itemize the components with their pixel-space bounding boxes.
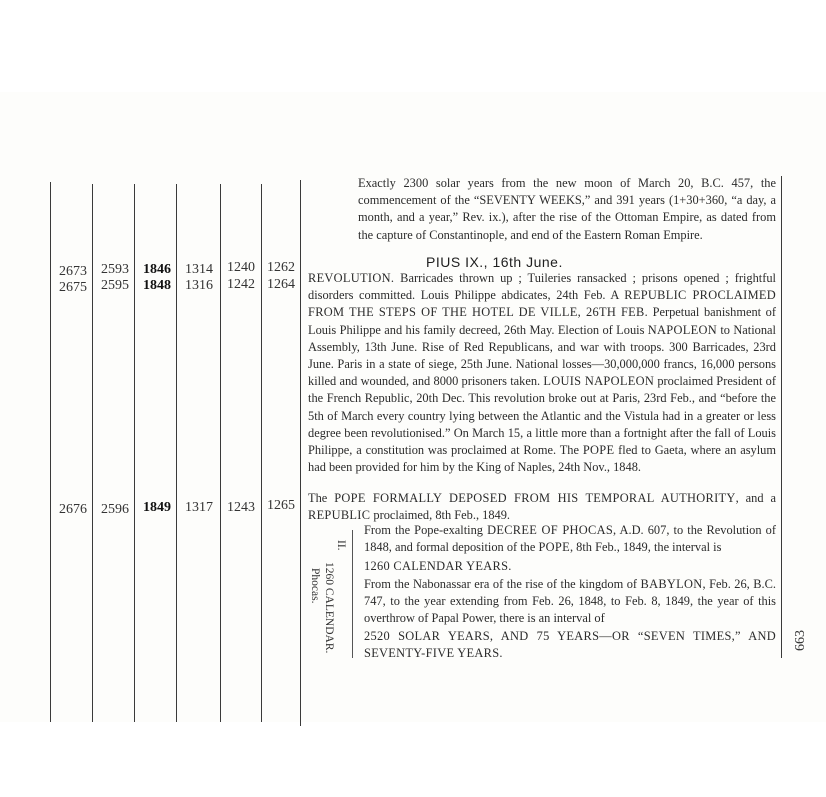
decree-of-phocas: DECREE OF PHOCAS bbox=[487, 523, 614, 537]
year-c5: 1240 bbox=[227, 260, 255, 275]
year-c4: 1314 bbox=[185, 262, 213, 277]
solar-years: 2520 SOLAR YEARS, AND 75 YEARS—OR “SEVEN TIMES,” AND SEVENTY-FIVE YEARS. bbox=[364, 629, 776, 661]
louis-napoleon-name: LOUIS NAPOLEON bbox=[543, 374, 655, 389]
deposed-republic: REPUBLIC bbox=[308, 508, 371, 523]
column-rule bbox=[300, 180, 301, 726]
revolution-text-2: Perpetual banishment of Louis Philippe and his family decreed, 26th May. Election of Louis bbox=[308, 305, 777, 337]
year-c6: 1264 bbox=[267, 277, 295, 292]
phocas-pope: POPE bbox=[538, 540, 570, 555]
year-c3: 1849 bbox=[143, 500, 171, 515]
year-c6: 1265 bbox=[267, 498, 295, 513]
page-number: 663 bbox=[793, 630, 808, 651]
deposed-mid: , and a bbox=[735, 491, 776, 505]
year-c5: 1242 bbox=[227, 277, 255, 292]
side-bracket bbox=[352, 530, 353, 658]
year-c2: 2596 bbox=[101, 502, 129, 517]
phocas-text-c: , A.D. 607, to the Revolution of 1848, and formal deposition of the bbox=[364, 523, 776, 555]
column-rule bbox=[134, 184, 135, 722]
year-c5: 1243 bbox=[227, 500, 255, 515]
book-page bbox=[0, 92, 826, 722]
year-c2: 2595 bbox=[101, 278, 129, 293]
year-c3: 1848 bbox=[143, 278, 171, 293]
year-c4: 1317 bbox=[185, 500, 213, 515]
calendar-years: 1260 CALENDAR YEARS. bbox=[364, 559, 512, 573]
revolution-paragraph bbox=[308, 270, 776, 476]
deposed-caps: POPE FORMALLY DEPOSED FROM HIS TEMPORAL AUTHORITY bbox=[334, 491, 736, 505]
pope-word: POPE bbox=[582, 443, 615, 458]
babylon-paragraph bbox=[364, 576, 776, 628]
babylon-text-c: , Feb. 26, B.C. 747, to the year extending from Feb. 26, 1848, to Feb. 8, 1849, the year of this overthrow of Papal Power, there is an interval of bbox=[364, 577, 776, 626]
year-c6: 1262 bbox=[267, 260, 295, 275]
deposed-post: proclaimed, 8th Feb., 1849. bbox=[370, 508, 511, 523]
babylon-word: BABYLON bbox=[640, 577, 703, 591]
reign-heading: PIUS IX., 16th June. bbox=[426, 254, 563, 270]
year-c3: 1846 bbox=[143, 262, 171, 277]
revolution-lead: REVOLUTION. bbox=[308, 271, 395, 285]
side-note-calendar: 1260 CALENDAR. bbox=[323, 562, 335, 654]
column-rule bbox=[220, 184, 221, 722]
revolution-text-5: fled to Gaeta, where an asylum had been provided for him by the King of Naples, 24th Nov., 1848. bbox=[308, 443, 776, 475]
revolution-text-3: to National Assembly, 13th June. Rise of Red Republicans, and war with troops. 300 Barricades, 23rd June. Paris in a state of siege, 25th June. National losses—30,000,000 francs, 16,000 persons killed and wounded, and 8000 prisoners taken. bbox=[308, 322, 776, 389]
year-c4: 1316 bbox=[185, 278, 213, 293]
year-c1: 2676 bbox=[59, 502, 87, 517]
republic-proclaimed: REPUBLIC PROCLAIMED FROM THE STEPS OF THE HOTEL DE VILLE, 26TH FEB. bbox=[308, 288, 776, 320]
year-c2: 2593 bbox=[101, 262, 129, 277]
phocas-text-e: , 8th Feb., 1849, the interval is bbox=[569, 540, 722, 555]
napoleon-name: NAPOLEON bbox=[647, 322, 717, 337]
column-rule bbox=[176, 184, 177, 722]
revolution-text: Barricades thrown up ; Tuileries ransacked ; prisons opened ; frightful disorders committed. Louis Philippe abdicates, 24th Feb. A bbox=[308, 271, 776, 303]
pope-deposed-paragraph bbox=[308, 490, 776, 524]
top-note: Exactly 2300 solar years from the new moon of March 20, B.C. 457, the commencement of the “SEVENTY WEEKS,” and 391 years (1+30+360, “a day, a month, and a year,” Rev. ix.), after the rise of the Ottoman Empire, as dated from the capture of Constantinople, and end of the Eastern Roman Empire. bbox=[358, 176, 776, 242]
phocas-text-a: From the Pope-exalting bbox=[364, 523, 488, 537]
side-note-phocas: Phocas. bbox=[309, 568, 321, 604]
column-rule bbox=[50, 182, 51, 722]
year-c1: 2675 bbox=[59, 280, 87, 295]
column-rule bbox=[92, 184, 93, 722]
babylon-text-a: From the Nabonassar era of the rise of the kingdom of bbox=[364, 577, 641, 591]
phocas-paragraph bbox=[364, 522, 776, 556]
column-rule bbox=[781, 176, 782, 658]
year-c1: 2673 bbox=[59, 264, 87, 279]
deposed-pre: The bbox=[308, 491, 335, 505]
revolution-text-4: proclaimed President of the French Republic, 20th Dec. This revolution broke out at Paris, 23rd Feb., and “before the 5th of March every country lying between the Atlantic and the Vistula had in a greater or less degree been revolutionised.” On March 15, a little more than a fortnight after the fall of Louis Philippe, a constitution was proclaimed at Rome. The bbox=[308, 374, 776, 458]
side-note-numeral: II. bbox=[335, 540, 347, 551]
column-rule bbox=[261, 184, 262, 722]
